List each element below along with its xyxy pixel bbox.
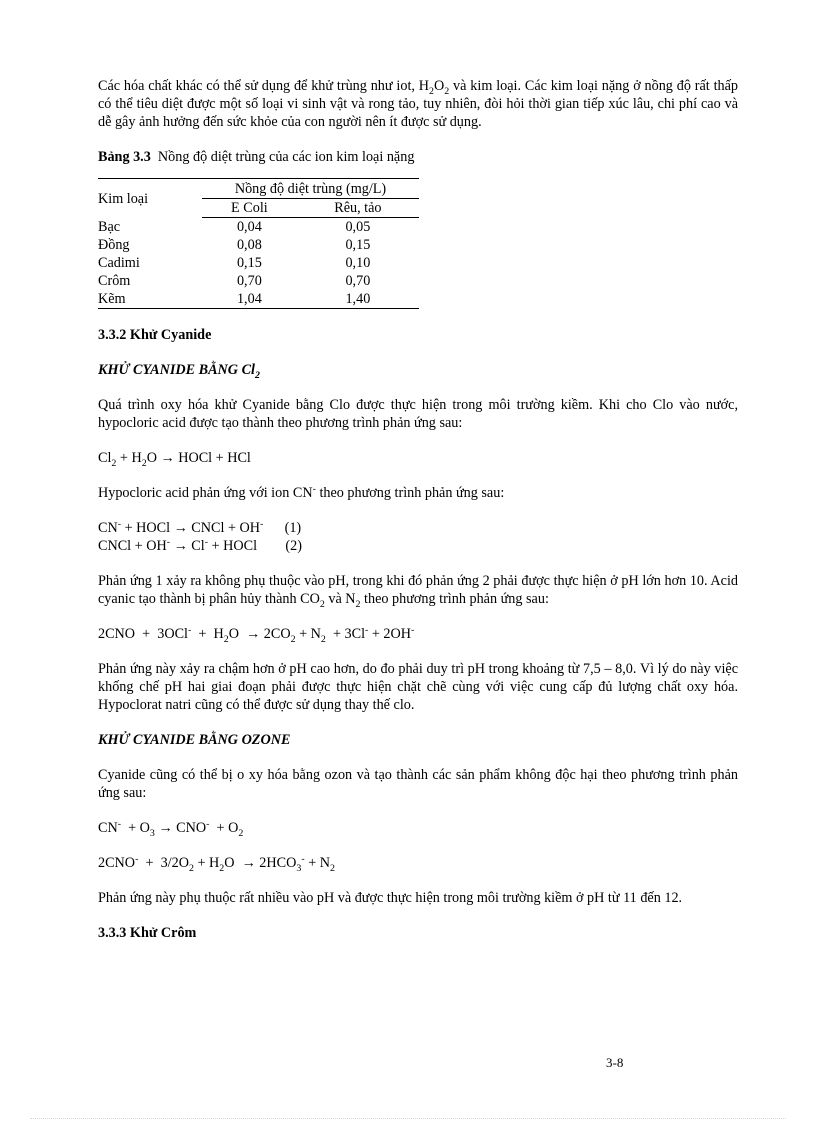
- equation-ozone-1: $CN^- + O_3 \to CNO^- + O_2$: [98, 818, 244, 839]
- col-header-metal: Kim loại: [98, 179, 202, 218]
- cell-ecoli: 0,70: [236, 273, 262, 289]
- equation-ozone-2: $2CNO^- + 3/2O_2 + H_2O \to 2HCO_3^- + N_2$: [98, 853, 335, 874]
- cell-algae: 1,40: [297, 290, 419, 309]
- cl2-paragraph-2: Hypocloric acid phản ứng với ion CN- theo phương trình phản ứng sau:: [98, 483, 505, 501]
- cell-metal: Kẽm: [98, 290, 202, 309]
- cl2-paragraph-1: Quá trình oxy hóa khử Cyanide bằng Clo được thực hiện trong môi trường kiềm. Khi cho Clo vào nước, hypocloric acid được tạo thành theo phương trình phản ứng sau:: [98, 397, 738, 431]
- table-row: [98, 272, 419, 290]
- intro-paragraph: Các hóa chất khác có thể sử dụng để khử trùng như iot, $H_2O_2$ và kim loại. Các kim loại nặng ở nồng độ rất thấp có thể tiêu diệt được một số loại vi sinh vật và rong tảo, tuy nhiên, đòi hỏi thời gian tiếp xúc lâu, chi phí cao và dễ gây ảnh hưởng đến sức khỏe của con người nên ít được sử dụng.: [98, 78, 738, 130]
- cell-ecoli: 1,04: [202, 290, 297, 309]
- cl2-paragraph-3: Phản ứng 1 xảy ra không phụ thuộc vào pH, trong khi đó phản ứng 2 phải được thực hiện ở pH lớn hơn 10. Acid cyanic tạo thành bị phân hủy thành $CO_2$ và $N_2$ theo phương trình phản ứng sau:: [98, 573, 738, 610]
- cell-metal: Crôm: [98, 273, 131, 289]
- table-row: [98, 236, 419, 254]
- ozone-paragraph-2: Phản ứng này phụ thuộc rất nhiều vào pH và được thực hiện trong môi trường kiềm ở pH từ 11 đến 12.: [98, 890, 683, 906]
- ozone-paragraph-1: Cyanide cũng có thể bị o xy hóa bằng ozon và tạo thành các sản phẩm không độc hại theo phương trình phản ứng sau:: [98, 767, 738, 801]
- table-row: [98, 218, 419, 237]
- cell-ecoli: 0,15: [236, 255, 262, 271]
- table-row: [98, 290, 419, 309]
- reaction-block: [98, 519, 738, 555]
- cell-algae: 0,70: [345, 273, 371, 289]
- subheading-ozone: KHỬ CYANIDE BẰNG OZONE: [98, 732, 291, 748]
- col-header-ecoli: E Coli: [202, 199, 297, 218]
- cell-algae: 0,15: [345, 237, 371, 253]
- cell-ecoli: 0,04: [236, 219, 262, 235]
- heavy-metal-table: [98, 178, 419, 309]
- page-number: 3-8: [606, 1055, 624, 1070]
- section-heading-chromium: 3.3.3 Khử Crôm: [98, 925, 197, 941]
- cell-metal: Cadimi: [98, 255, 140, 271]
- cell-algae: 0,10: [345, 255, 371, 271]
- reaction-2: CNCl + OH- → Cl- + HOCl (2): [98, 536, 302, 554]
- cell-ecoli: 0,08: [236, 237, 262, 253]
- col-header-concentration: Nồng độ diệt trùng (mg/L): [202, 179, 419, 199]
- equation-cno-decomposition: $2CNO + 3OCl^- + H_2O \to 2CO_2 + N_2 + 3Cl^- + 2OH^-$: [98, 624, 415, 645]
- cell-metal: Bạc: [98, 218, 121, 235]
- equation-hocl: $Cl_2 + H_2O$ → HOCl + HCl: [98, 450, 251, 469]
- cl2-paragraph-4: Phản ứng này xảy ra chậm hơn ở pH cao hơn, do đo phải duy trì pH trong khoảng từ 7,5 – 8,0. Vì lý do này việc khống chế pH hai giai đoạn phải được thực hiện chặt chẽ cùng với việc cung cấp đủ lượng chất oxy hóa. Hypoclorat natri cũng có thể được sử dụng thay thế clo.: [98, 661, 738, 713]
- cell-algae: 0,05: [345, 219, 371, 235]
- subheading-cl2: KHỬ CYANIDE BẰNG $Cl_2$: [98, 362, 260, 381]
- col-header-algae: Rêu, tảo: [297, 199, 419, 218]
- document-page: [98, 77, 738, 959]
- table-row: [98, 254, 419, 272]
- page-bottom-divider: [30, 1118, 786, 1119]
- table-caption: Bảng 3.3 Nồng độ diệt trùng của các ion kim loại nặng: [98, 149, 415, 165]
- reaction-1: CN- + HOCl → CNCl + OH- (1): [98, 518, 302, 536]
- section-heading-cyanide: 3.3.2 Khử Cyanide: [98, 327, 212, 343]
- cell-metal: Đồng: [98, 237, 130, 253]
